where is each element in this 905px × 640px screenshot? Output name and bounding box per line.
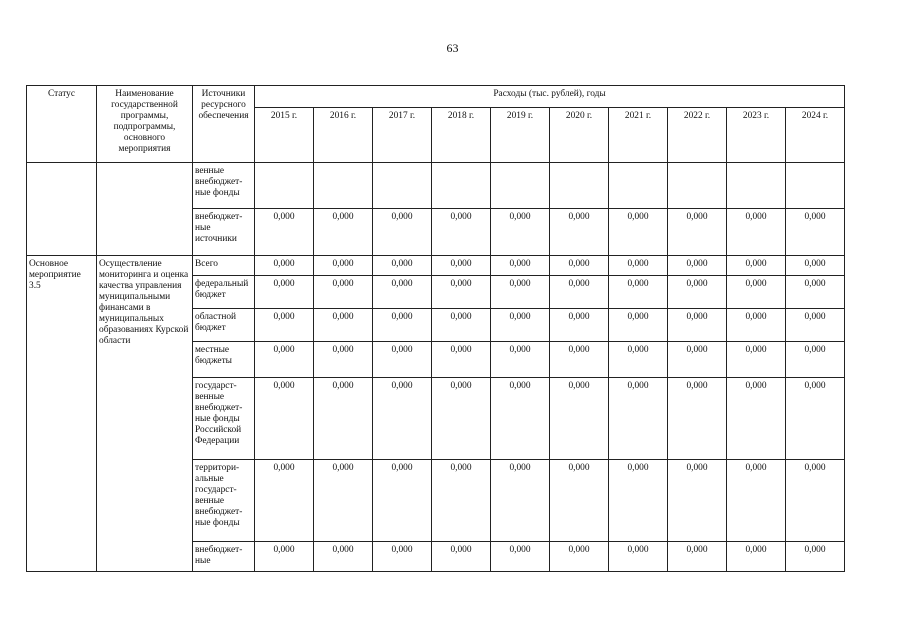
value-cell: 0,000	[609, 209, 668, 256]
value-cell: 0,000	[550, 309, 609, 342]
value-cell: 0,000	[609, 460, 668, 542]
header-year: 2019 г.	[491, 108, 550, 163]
value-cell: 0,000	[373, 209, 432, 256]
value-cell: 0,000	[491, 276, 550, 309]
value-cell: 0,000	[255, 276, 314, 309]
value-cell: 0,000	[786, 342, 845, 378]
value-cell	[314, 163, 373, 209]
value-cell: 0,000	[255, 542, 314, 572]
header-year: 2017 г.	[373, 108, 432, 163]
value-cell: 0,000	[550, 209, 609, 256]
value-cell: 0,000	[727, 342, 786, 378]
value-cell: 0,000	[727, 209, 786, 256]
value-cell: 0,000	[668, 309, 727, 342]
value-cell: 0,000	[786, 256, 845, 276]
header-year: 2022 г.	[668, 108, 727, 163]
value-cell: 0,000	[373, 542, 432, 572]
value-cell: 0,000	[668, 342, 727, 378]
source-cell: территори-альные государст-венные внебюджет-ные фонды	[193, 460, 255, 542]
value-cell: 0,000	[314, 378, 373, 460]
value-cell	[491, 163, 550, 209]
value-cell: 0,000	[609, 542, 668, 572]
value-cell: 0,000	[550, 542, 609, 572]
measure-name: Осуществление мониторинга и оценка качества управления муниципальными финансами в муниципальных образованиях Курской области	[97, 256, 193, 572]
value-cell: 0,000	[373, 309, 432, 342]
value-cell: 0,000	[609, 342, 668, 378]
value-cell: 0,000	[432, 276, 491, 309]
value-cell: 0,000	[432, 342, 491, 378]
value-cell: 0,000	[609, 256, 668, 276]
value-cell	[255, 163, 314, 209]
value-cell	[668, 163, 727, 209]
value-cell: 0,000	[786, 460, 845, 542]
value-cell: 0,000	[255, 342, 314, 378]
source-cell: государст-венные внебюджет-ные фонды Российской Федерации	[193, 378, 255, 460]
source-cell: областной бюджет	[193, 309, 255, 342]
value-cell: 0,000	[786, 276, 845, 309]
value-cell: 0,000	[609, 378, 668, 460]
value-cell: 0,000	[432, 256, 491, 276]
value-cell: 0,000	[491, 342, 550, 378]
value-cell: 0,000	[491, 460, 550, 542]
measure-status: Основное мероприятие 3.5	[27, 256, 97, 572]
header-year: 2021 г.	[609, 108, 668, 163]
value-cell	[432, 163, 491, 209]
header-year: 2016 г.	[314, 108, 373, 163]
value-cell: 0,000	[255, 309, 314, 342]
source-cell: Всего	[193, 256, 255, 276]
status-cell-empty	[27, 163, 97, 256]
value-cell: 0,000	[432, 460, 491, 542]
header-status: Статус	[27, 86, 97, 163]
value-cell: 0,000	[550, 378, 609, 460]
value-cell: 0,000	[609, 276, 668, 309]
value-cell: 0,000	[373, 256, 432, 276]
source-cell: местные бюджеты	[193, 342, 255, 378]
value-cell: 0,000	[255, 378, 314, 460]
value-cell: 0,000	[314, 542, 373, 572]
source-cell: федеральный бюджет	[193, 276, 255, 309]
value-cell: 0,000	[668, 378, 727, 460]
header-year: 2023 г.	[727, 108, 786, 163]
table-row	[27, 256, 845, 276]
value-cell: 0,000	[786, 542, 845, 572]
value-cell: 0,000	[373, 378, 432, 460]
value-cell: 0,000	[314, 276, 373, 309]
value-cell: 0,000	[727, 256, 786, 276]
value-cell	[786, 163, 845, 209]
value-cell: 0,000	[668, 256, 727, 276]
source-cell: внебюджет-ные источники	[193, 209, 255, 256]
value-cell: 0,000	[314, 209, 373, 256]
value-cell: 0,000	[491, 542, 550, 572]
header-year: 2015 г.	[255, 108, 314, 163]
value-cell: 0,000	[786, 309, 845, 342]
budget-table	[26, 85, 845, 572]
value-cell: 0,000	[727, 309, 786, 342]
header-year: 2020 г.	[550, 108, 609, 163]
value-cell: 0,000	[727, 378, 786, 460]
value-cell: 0,000	[550, 256, 609, 276]
table-row	[27, 163, 845, 209]
header-expenses: Расходы (тыс. рублей), годы	[255, 86, 845, 108]
value-cell: 0,000	[668, 276, 727, 309]
value-cell: 0,000	[314, 342, 373, 378]
value-cell: 0,000	[786, 209, 845, 256]
value-cell: 0,000	[432, 309, 491, 342]
value-cell: 0,000	[373, 342, 432, 378]
source-cell: внебюджет-ные	[193, 542, 255, 572]
value-cell: 0,000	[491, 309, 550, 342]
value-cell: 0,000	[314, 309, 373, 342]
header-year: 2018 г.	[432, 108, 491, 163]
value-cell: 0,000	[668, 460, 727, 542]
value-cell	[373, 163, 432, 209]
value-cell: 0,000	[255, 209, 314, 256]
value-cell: 0,000	[727, 276, 786, 309]
value-cell: 0,000	[668, 209, 727, 256]
value-cell: 0,000	[609, 309, 668, 342]
value-cell: 0,000	[314, 460, 373, 542]
value-cell	[727, 163, 786, 209]
value-cell: 0,000	[432, 209, 491, 256]
value-cell: 0,000	[786, 378, 845, 460]
header-name: Наименование государственной программы, подпрограммы, основного мероприятия	[97, 86, 193, 163]
value-cell: 0,000	[727, 460, 786, 542]
name-cell-empty	[97, 163, 193, 256]
value-cell: 0,000	[314, 256, 373, 276]
value-cell: 0,000	[432, 542, 491, 572]
value-cell: 0,000	[727, 542, 786, 572]
value-cell: 0,000	[668, 542, 727, 572]
value-cell: 0,000	[373, 276, 432, 309]
value-cell: 0,000	[373, 460, 432, 542]
header-year: 2024 г.	[786, 108, 845, 163]
value-cell: 0,000	[550, 342, 609, 378]
value-cell: 0,000	[550, 276, 609, 309]
value-cell: 0,000	[491, 209, 550, 256]
page-number: 63	[446, 41, 459, 55]
value-cell: 0,000	[255, 460, 314, 542]
header-sources: Источники ресурсного обеспечения	[193, 86, 255, 163]
value-cell: 0,000	[550, 460, 609, 542]
value-cell: 0,000	[491, 378, 550, 460]
value-cell	[609, 163, 668, 209]
source-cell: венные внебюджет-ные фонды	[193, 163, 255, 209]
value-cell: 0,000	[491, 256, 550, 276]
value-cell: 0,000	[255, 256, 314, 276]
value-cell	[550, 163, 609, 209]
value-cell: 0,000	[432, 378, 491, 460]
